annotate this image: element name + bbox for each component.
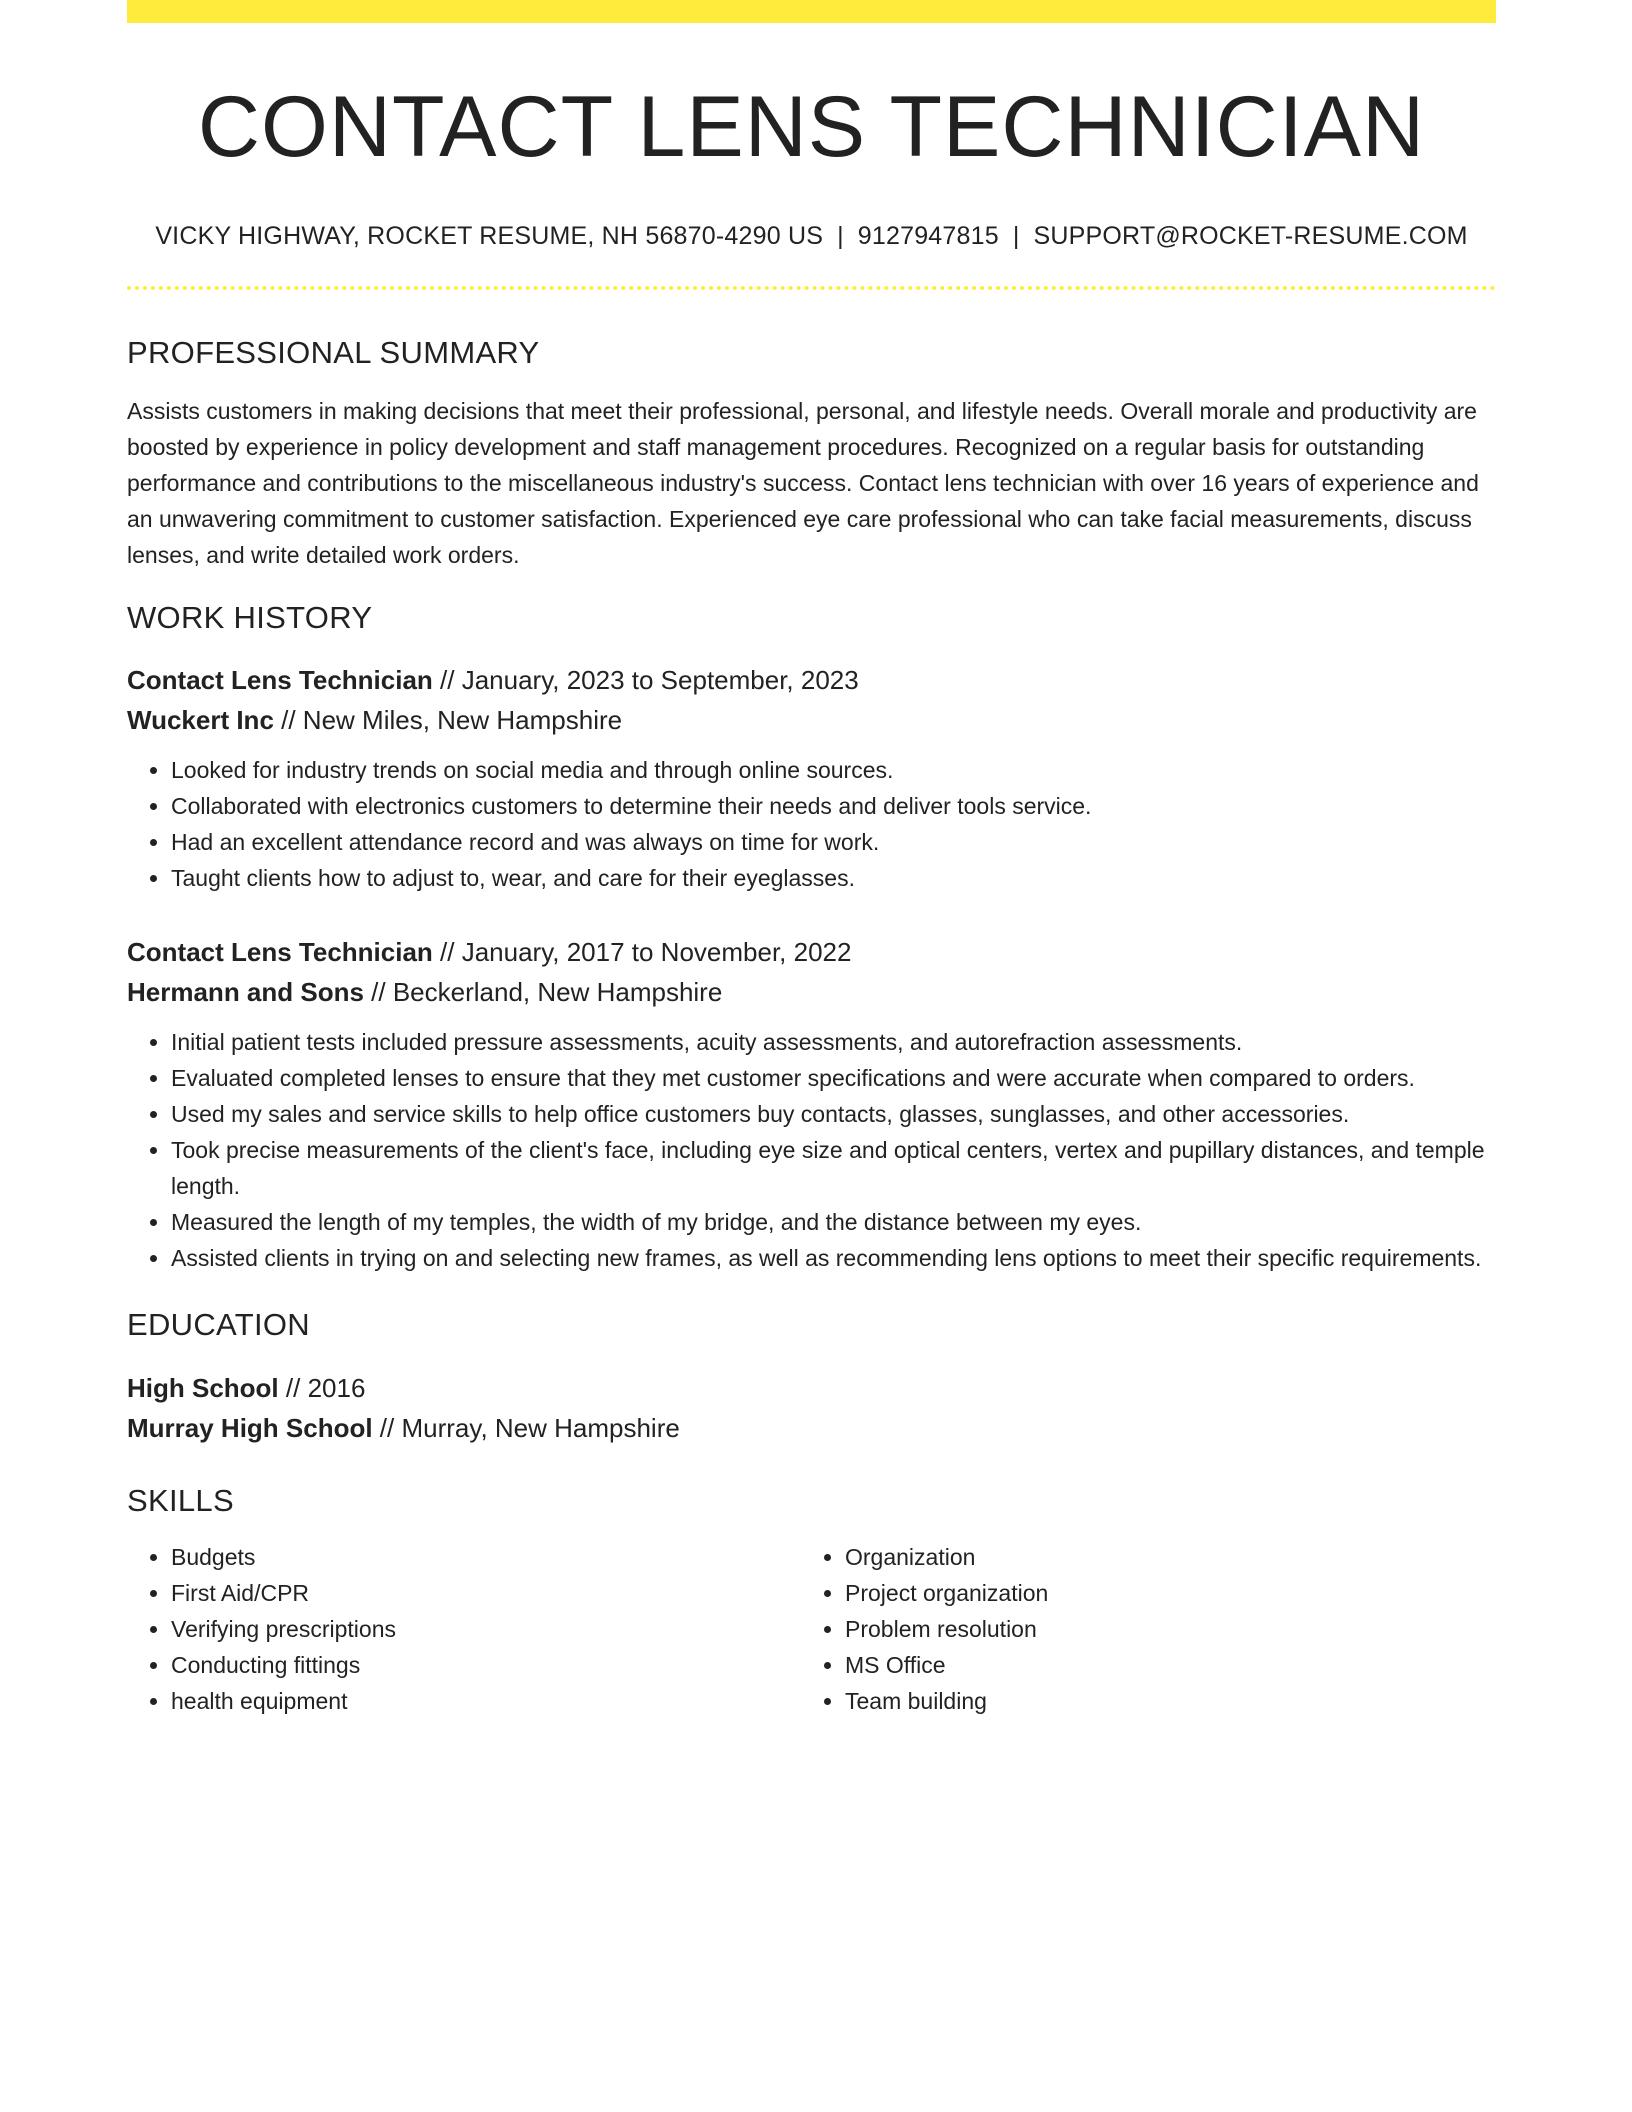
job-location: // Beckerland, New Hampshire bbox=[363, 977, 723, 1008]
skills-grid bbox=[127, 1539, 1496, 1719]
skill-item: • Budgets bbox=[171, 1539, 801, 1575]
work-history-heading: WORK HISTORY bbox=[127, 600, 373, 636]
job-bullets bbox=[127, 752, 1496, 896]
skills-column-right bbox=[801, 1539, 1475, 1719]
list-item: • Had an excellent attendance record and was always on time for work. bbox=[171, 824, 1496, 860]
education-school: Murray High School bbox=[127, 1412, 373, 1443]
skill-item: • Project organization bbox=[845, 1575, 1475, 1611]
job-company: Wuckert Inc bbox=[127, 705, 274, 736]
list-item: • Looked for industry trends on social media and through online sources. bbox=[171, 752, 1496, 788]
list-item: • Collaborated with electronics customers to determine their needs and deliver tools service. bbox=[171, 788, 1496, 824]
separator: | bbox=[1012, 222, 1020, 250]
phone: 9127947815 bbox=[857, 222, 999, 250]
contact-line bbox=[127, 222, 1496, 251]
list-item: • Evaluated completed lenses to ensure that they met customer specifications and were accurate when compared to orders. bbox=[171, 1060, 1496, 1096]
job-dates: // January, 2017 to November, 2022 bbox=[432, 937, 852, 968]
education-year: // 2016 bbox=[278, 1372, 366, 1403]
education-heading: EDUCATION bbox=[127, 1307, 310, 1343]
list-item: • Measured the length of my temples, the width of my bridge, and the distance between my eyes. bbox=[171, 1204, 1496, 1240]
job-dates: // January, 2023 to September, 2023 bbox=[432, 665, 859, 696]
education-degree-line bbox=[127, 1368, 1496, 1408]
summary-heading: PROFESSIONAL SUMMARY bbox=[127, 335, 540, 370]
job-bullets bbox=[127, 1024, 1496, 1276]
skill-item: • Organization bbox=[845, 1539, 1475, 1575]
address: VICKY HIGHWAY, ROCKET RESUME, NH 56870-4290 US bbox=[155, 222, 824, 250]
list-item: • Assisted clients in trying on and selecting new frames, as well as recommending lens options to meet their specific requirements. bbox=[171, 1240, 1496, 1276]
skill-item: • First Aid/CPR bbox=[171, 1575, 801, 1611]
job-company-line bbox=[127, 700, 1496, 740]
job-location: // New Miles, New Hampshire bbox=[273, 705, 623, 736]
skill-item: • Conducting fittings bbox=[171, 1647, 801, 1683]
job-position: Contact Lens Technician bbox=[127, 665, 433, 696]
education-school-line bbox=[127, 1408, 1496, 1448]
skill-item: • health equipment bbox=[171, 1683, 801, 1719]
job-company: Hermann and Sons bbox=[127, 977, 364, 1008]
dotted-divider bbox=[127, 286, 1496, 290]
skills-heading: SKILLS bbox=[127, 1482, 234, 1518]
skill-item: • Problem resolution bbox=[845, 1611, 1475, 1647]
list-item: • Took precise measurements of the client's face, including eye size and optical centers, vertex and pupillary distances, and temple length. bbox=[171, 1132, 1496, 1204]
skill-item: • MS Office bbox=[845, 1647, 1475, 1683]
skills-column-left bbox=[127, 1539, 801, 1719]
summary-text: Assists customers in making decisions that meet their professional, personal, and lifestyle needs. Overall morale and productivity are boosted by experience in policy development and staff management procedures. Recognized on a regular basis for outstanding performance and contributions to the miscellaneous industry's success. Contact lens technician with over 16 years of experience and an unwavering commitment to customer satisfaction. Experienced eye care professional who can take facial measurements, discuss lenses, and write detailed work orders. bbox=[127, 398, 1479, 569]
list-item: • Initial patient tests included pressure assessments, acuity assessments, and autorefraction assessments. bbox=[171, 1024, 1496, 1060]
email: SUPPORT@ROCKET-RESUME.COM bbox=[1033, 222, 1468, 250]
list-item: • Taught clients how to adjust to, wear, and care for their eyeglasses. bbox=[171, 860, 1496, 896]
job-title-line bbox=[127, 932, 1496, 972]
separator: | bbox=[837, 222, 844, 250]
accent-bar bbox=[127, 0, 1496, 23]
list-item: • Used my sales and service skills to help office customers buy contacts, glasses, sunglasses, and other accessories. bbox=[171, 1096, 1496, 1132]
skill-item: • Verifying prescriptions bbox=[171, 1611, 801, 1647]
job-title-line bbox=[127, 660, 1496, 700]
resume-page bbox=[127, 0, 1496, 1719]
resume-title: CONTACT LENS TECHNICIAN bbox=[197, 79, 1426, 175]
job-position: Contact Lens Technician bbox=[127, 937, 433, 968]
education-location: // Murray, New Hampshire bbox=[372, 1412, 680, 1443]
job-company-line bbox=[127, 972, 1496, 1012]
skill-item: • Team building bbox=[845, 1683, 1475, 1719]
education-degree: High School bbox=[127, 1372, 279, 1403]
